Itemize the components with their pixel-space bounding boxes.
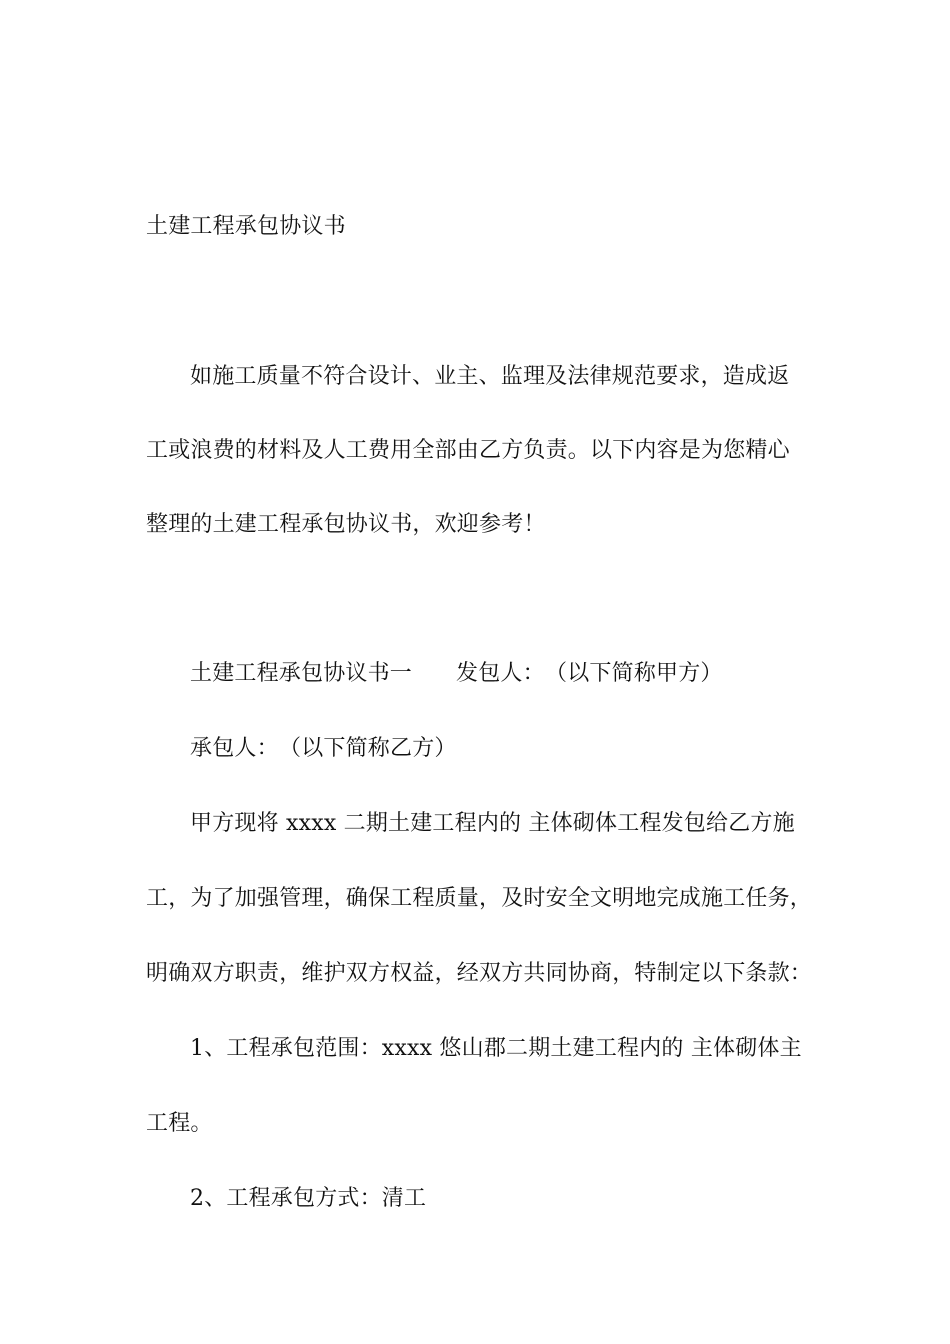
employer-line: 发包人： （以下简称甲方） [456,661,723,686]
intro-line-3: 整理的土建工程承包协议书，欢迎参考！ [146,512,546,537]
body-line-2: 工，为了加强管理，确保工程质量，及时安全文明地完成施工任务， [146,886,813,911]
intro-line-1: 如施工质量不符合设计、业主、监理及法律规范要求，造成返 [190,364,790,389]
clause-2-line: 2、工程承包方式：清工 [190,1186,427,1211]
section-title: 土建工程承包协议书一 [190,661,413,686]
section-header-line [190,659,830,689]
intro-line-2: 工或浪费的材料及人工费用全部由乙方负责。以下内容是为您精心 [146,438,790,463]
document-title: 土建工程承包协议书 [146,214,346,239]
body-line-1: 甲方现将 xxxx 二期土建工程内的 主体砌体工程发包给乙方施 [190,811,795,836]
clause-1-line-2: 工程。 [146,1111,213,1136]
body-line-3: 明确双方职责，维护双方权益，经双方共同协商，特制定以下条款： [146,961,813,986]
contractor-line: 承包人： （以下简称乙方） [190,736,457,761]
clause-1-line-1: 1、工程承包范围：xxxx 悠山郡二期土建工程内的 主体砌体主 [190,1036,802,1061]
